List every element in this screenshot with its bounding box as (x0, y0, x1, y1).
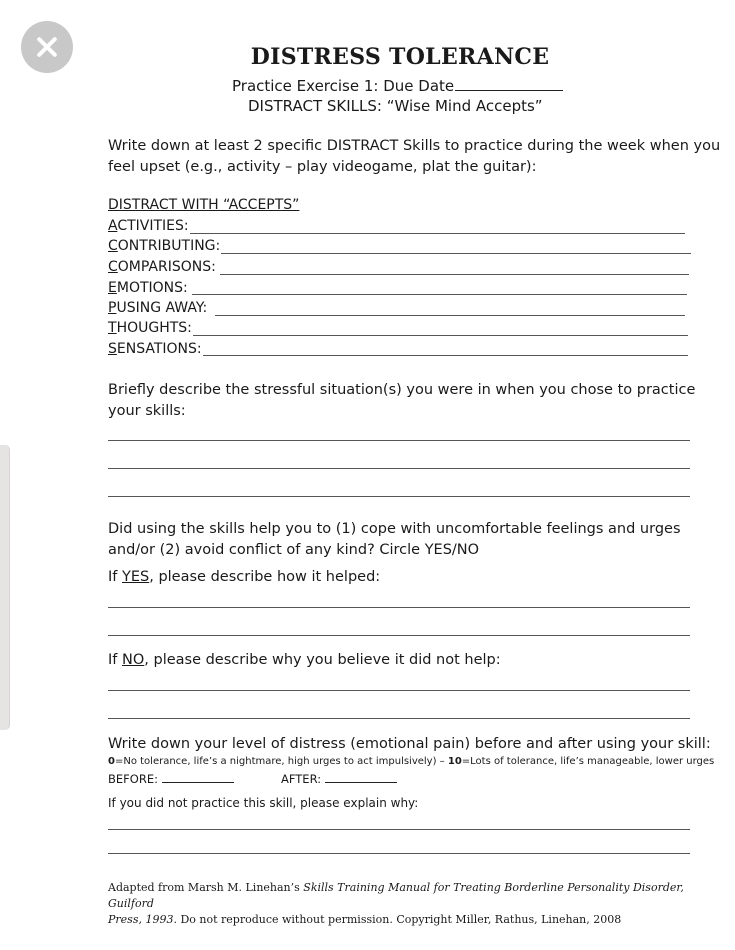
before-blank (162, 771, 234, 783)
accepts-row-comparisons: COMPARISONS: (108, 259, 216, 275)
footer-citation: Adapted from Marsh M. Linehan’s Skills Training Manual for Treating Borderline Personality Disorder, Guilford Press, 1993. Do not reproduce without permission. Copyright Miller, Rathus, Linehan, 2008 (108, 881, 684, 926)
situation-answer-line (108, 468, 690, 469)
help-question-line-2: and/or (2) avoid conflict of any kind? Circle YES/NO (108, 542, 480, 558)
not-practiced-answer-line (108, 853, 690, 854)
accepts-blank-pushing-away (215, 315, 685, 316)
accepts-row-activities: ACTIVITIES: (108, 218, 189, 234)
accepts-blank-comparisons (220, 274, 689, 275)
due-date-blank (455, 76, 563, 91)
no-answer-line (108, 690, 690, 691)
not-practiced-question: If you did not practice this skill, please explain why: (108, 796, 419, 810)
accepts-blank-activities (190, 233, 685, 234)
instructions-line-1: Write down at least 2 specific DISTRACT Skills to practice during the week when you (108, 138, 721, 154)
yes-answer-line (108, 607, 690, 608)
accepts-blank-sensations (203, 355, 688, 356)
situation-answer-line (108, 496, 690, 497)
instructions-line-2: feel upset (e.g., activity – play videogame, plat the guitar): (108, 159, 537, 175)
distress-question: Write down your level of distress (emotional pain) before and after using your skill: (108, 736, 711, 752)
side-panel-handle[interactable] (0, 445, 10, 730)
situation-question-line-1: Briefly describe the stressful situation(s) you were in when you chose to practice (108, 382, 696, 398)
if-no-prompt: If NO, please describe why you believe it did not help: (108, 652, 501, 668)
worksheet-subtitle: DISTRACT SKILLS: “Wise Mind Accepts” (248, 97, 543, 115)
accepts-row-pushing-away: PUSING AWAY: (108, 300, 208, 316)
worksheet-title: DISTRESS TOLERANCE (250, 44, 550, 70)
accepts-heading: DISTRACT WITH “ACCEPTS” (108, 197, 300, 213)
situation-answer-line (108, 440, 690, 441)
help-question-line-1: Did using the skills help you to (1) cope with uncomfortable feelings and urges (108, 521, 681, 537)
practice-line: Practice Exercise 1: Due Date (232, 76, 563, 95)
accepts-blank-thoughts (193, 335, 688, 336)
accepts-row-thoughts: THOUGHTS: (108, 320, 192, 336)
before-field: BEFORE: (108, 771, 234, 786)
not-practiced-answer-line (108, 829, 690, 830)
after-field: AFTER: (281, 771, 397, 786)
accepts-row-sensations: SENSATIONS: (108, 341, 202, 357)
accepts-blank-contributing (221, 253, 691, 254)
no-answer-line (108, 718, 690, 719)
distress-scale: 0=No tolerance, life’s a nightmare, high urges to act impulsively) – 10=Lots of tolerance, life’s manageable, lower urges (108, 756, 715, 767)
after-blank (325, 771, 397, 783)
accepts-row-emotions: EMOTIONS: (108, 280, 188, 296)
yes-answer-line (108, 635, 690, 636)
accepts-blank-emotions (192, 294, 687, 295)
situation-question-line-2: your skills: (108, 403, 186, 419)
if-yes-prompt: If YES, please describe how it helped: (108, 569, 381, 585)
accepts-row-contributing: CONTRIBUTING: (108, 238, 221, 254)
